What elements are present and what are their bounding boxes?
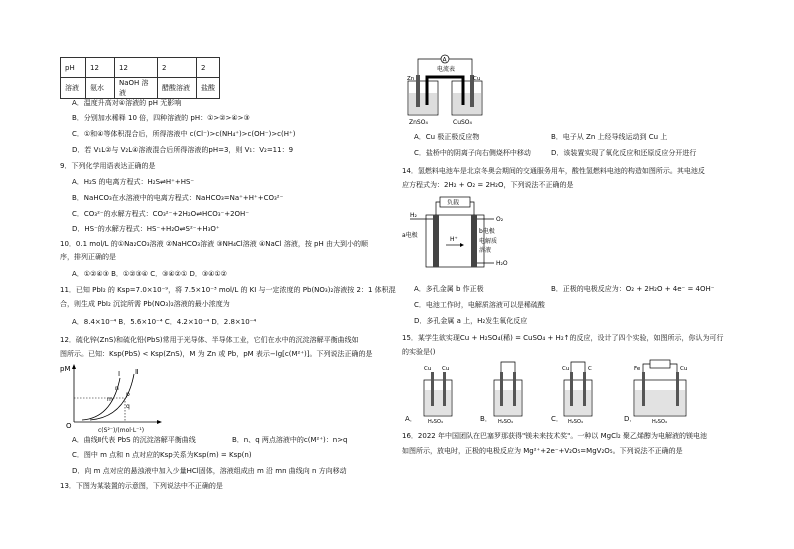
- q12-option-d: D．向 m 点对应的悬浊液中加入少量HCl固体，溶液组成由 m 沿 mn 曲线向 n 方向移动: [72, 467, 347, 475]
- x-axis-arrow: [157, 420, 162, 424]
- h-plus-label: H⁺: [450, 236, 458, 243]
- q9-option-a: A．H₂S 的电离方程式：H₂S⇌H⁺+HS⁻: [72, 178, 195, 186]
- electrode-b-label: b电极: [479, 228, 495, 235]
- wire: [571, 362, 585, 372]
- q8-option-d: D．若 V₁L②与 V₂L④溶液混合后所得溶液的pH=3，则 V₁：V₂=11：9: [72, 146, 294, 154]
- power-source: [650, 360, 670, 368]
- electrode-a-label: a电极: [402, 232, 418, 239]
- origin-label: O: [66, 422, 72, 430]
- y-axis-label: pM: [60, 365, 71, 373]
- solution: [495, 390, 521, 415]
- electrode-label: Cu: [680, 366, 688, 372]
- wire: [501, 362, 515, 372]
- experiment-c: [562, 362, 592, 425]
- table-cell: 溶液: [61, 78, 86, 99]
- experiment-a: [424, 366, 452, 425]
- q11-options: A．8.4×10⁻⁴ B．5.6×10⁻⁴ C．4.2×10⁻⁴ D．2.8×10⁻⁴: [72, 318, 257, 326]
- electrode: [431, 372, 434, 406]
- x-axis-label: c(S²⁻)/(mol·L⁻¹): [98, 427, 145, 434]
- q16-stem: 16．2022 年中国团队在巴塞罗那获得"镁未来技术奖"。一种以 MgCl₂ 聚乙烯醇为电解液的镁电池: [402, 432, 707, 440]
- zn-label: Zn: [407, 76, 415, 82]
- right-solution-label: CuSO₄: [453, 119, 472, 126]
- electrode: [676, 372, 679, 406]
- table-row: [61, 58, 220, 78]
- q12-option-b: B．n、q 两点溶液中的c(M²⁺)：n>q: [232, 436, 348, 444]
- electrode-label: Cu: [442, 366, 450, 372]
- solution-label: H₂SO₄: [428, 419, 443, 425]
- electrode: [513, 372, 516, 406]
- galvanic-cell-figure: [405, 55, 485, 127]
- electrode-label: Cu: [424, 366, 432, 372]
- table-cell: 2: [158, 58, 197, 78]
- electrolyte-label: 电解质: [479, 238, 498, 245]
- q11-stem-2: 合，则生成 PbI₂ 沉淀所需 Pb(NO₃)₂溶液的最小浓度为: [60, 300, 230, 308]
- q10-stem-2: 序，排列正确的是: [60, 253, 116, 261]
- q14-option-d: D．多孔金属 a 上，H₂发生氧化反应: [414, 317, 528, 325]
- electrode: [443, 372, 446, 406]
- experiment-b: [494, 362, 522, 425]
- table-cell: 氨水: [86, 78, 115, 99]
- table-cell: pH: [61, 58, 86, 78]
- table-cell: 2: [197, 58, 220, 78]
- q9-option-b: B．NaHCO₃在水溶液中的电离方程式：NaHCO₃=Na⁺+H⁺+CO₃²⁻: [72, 194, 284, 202]
- q13-option-c: C．盐桥中的阴离子向右侧烧杯中移动: [414, 149, 531, 157]
- q13-option-b: B．电子从 Zn 上经导线运动到 Cu 上: [551, 133, 668, 141]
- curve-1-label: Ⅰ: [118, 370, 121, 378]
- q11-stem: 11．已知 PbI₂ 的 Ksp=7.0×10⁻⁹，将 7.5×10⁻³ mol/L 的 KI 与一定浓度的 Pb(NO₃)₂溶液按 2：1 体积混: [60, 286, 396, 294]
- q9-option-d: D．HS⁻的水解方程式：HS⁻+H₂O⇌S²⁻+H₃O⁺: [72, 225, 220, 233]
- q13-option-d: D．该装置实现了氧化反应和还原反应分开进行: [551, 149, 697, 157]
- left-solution-label: ZnSO₄: [409, 119, 428, 126]
- q15-label-a: A．: [405, 415, 417, 423]
- q9-stem: 9．下列化学用语表达正确的是: [60, 162, 156, 170]
- table-cell: 12: [86, 58, 115, 78]
- solution: [425, 390, 451, 415]
- wire: [670, 364, 677, 372]
- q15-stem: 15．某学生欲实现Cu + H₂SO₄(稀) = CuSO₄ + H₂↑的反应，设计了四个实验，如图所示，你认为可行: [402, 334, 724, 342]
- h2-label: H₂: [410, 212, 417, 219]
- q13-stem: 13．下图为某装置的示意图，下列说法中不正确的是: [60, 482, 223, 490]
- electrode: [570, 372, 573, 406]
- solution-label: H₂SO₄: [652, 419, 667, 425]
- q14-option-a: A．多孔金属 b 作正极: [414, 285, 484, 293]
- table-cell: NaOH 溶液: [115, 78, 158, 99]
- q14-stem-2: 应方程式为：2H₂ + O₂ = 2H₂O，下列说法不正确的是: [402, 181, 574, 189]
- table-cell: 12: [115, 58, 158, 78]
- solution-label: H₂SO₄: [568, 419, 583, 425]
- electrode-label: Cu: [562, 366, 570, 372]
- ph-table: [60, 57, 220, 99]
- zn-electrode: [416, 75, 420, 107]
- q8-option-b: B．分别加水稀释 10 倍，四种溶液的 pH：①>②>④>③: [72, 114, 250, 122]
- y-axis-arrow: [72, 364, 76, 369]
- cu-label: Cu: [473, 76, 481, 82]
- q14-option-b: B．正极的电极反应为：O₂ + 2H₂O + 4e⁻ = 4OH⁻: [551, 285, 715, 293]
- q14-stem: 14．氢燃料电池车是北京冬奥会期间的交通服务用车，酸性氢燃料电池的构造如图所示。其电池反: [402, 167, 705, 175]
- solution-left: [409, 93, 437, 114]
- q12-option-a: A．曲线Ⅱ代表 PbS 的沉淀溶解平衡曲线: [72, 436, 196, 444]
- solubility-graph: [60, 362, 170, 428]
- q15-stem-2: 的实验是(): [402, 348, 436, 356]
- q15-label-b: B．: [480, 415, 492, 423]
- curve-2-label: Ⅱ: [135, 368, 139, 376]
- load-label: 负载: [447, 199, 460, 207]
- q15-label-d: D．: [624, 415, 637, 423]
- table-cell: 醋酸溶液: [158, 78, 197, 99]
- ammeter-label: 电流表: [437, 66, 456, 73]
- solution-label: H₂SO₄: [498, 419, 513, 425]
- o2-label: O₂: [496, 216, 504, 223]
- q8-option-c: C．①和④等体积混合后，所得溶液中 c(Cl⁻)>c(NH₄⁺)>c(OH⁻)>c(H⁺): [72, 130, 296, 138]
- electrode-label: Fe: [634, 366, 641, 372]
- electrode: [583, 372, 586, 406]
- q9-option-c: C．CO₃²⁻的水解方程式：CO₃²⁻+2H₂O⇌HCO₃⁻+2OH⁻: [72, 210, 250, 218]
- q10-options: A．①②④③ B．①②③④ C．③④②① D．③④①②: [72, 270, 227, 278]
- h2o-label: H₂O: [496, 260, 508, 267]
- arrow-head: [460, 243, 464, 247]
- q12-stem: 12．硫化锌(ZnS)和硫化铅(PbS)常用于光导体、半导体工业，它们在水中的沉淀溶解平衡曲线如: [60, 336, 359, 344]
- q8-option-a: A．温度升高对④溶液的 pH 无影响: [72, 99, 182, 107]
- point-m: m: [107, 396, 113, 403]
- wire: [643, 364, 650, 372]
- electrode: [500, 372, 503, 406]
- electrode-b: [471, 215, 477, 267]
- table-cell: 盐酸: [197, 78, 220, 99]
- q12-option-c: C．图中 m 点和 n 点对应的Ksp关系为Ksp(m) = Ksp(n): [72, 451, 252, 459]
- q10-stem: 10．0.1 mol/L 的①Na₂CO₃溶液 ②NaHCO₃溶液 ③NH₄Cl溶液 ④NaCl 溶液，按 pH 由大到小的顺: [60, 240, 368, 248]
- electrode: [642, 372, 645, 406]
- electrode-a: [433, 215, 439, 267]
- experiment-d: [634, 360, 687, 425]
- electrode-label: C: [588, 366, 592, 372]
- q16-stem-2: 如图所示，放电时，正极的电极反应为 Mg²⁺+2e⁻+V₂O₅=MgV₂O₅。下列说法不正确的是: [402, 447, 683, 455]
- ammeter-symbol: A: [442, 56, 447, 64]
- solution-right: [453, 93, 481, 114]
- table-row: [61, 78, 220, 99]
- solution-label: 溶液: [479, 247, 492, 254]
- q12-stem-2: 图所示。已知：Ksp(PbS) < Ksp(ZnS)，M 为 Zn 或 Pb，pM 表示−lg[c(M²⁺)]。下列说法正确的是: [60, 350, 373, 358]
- point-p: p: [126, 391, 130, 398]
- point-q: q: [126, 403, 130, 410]
- q14-option-c: C．电池工作时，电解质溶液可以是稀硫酸: [414, 301, 545, 309]
- point-n: n: [115, 385, 119, 392]
- solution: [565, 390, 591, 415]
- q13-option-a: A．Cu 极正极反应物: [414, 133, 480, 141]
- fuel-cell-figure: [402, 195, 512, 273]
- q15-label-c: C．: [551, 415, 563, 423]
